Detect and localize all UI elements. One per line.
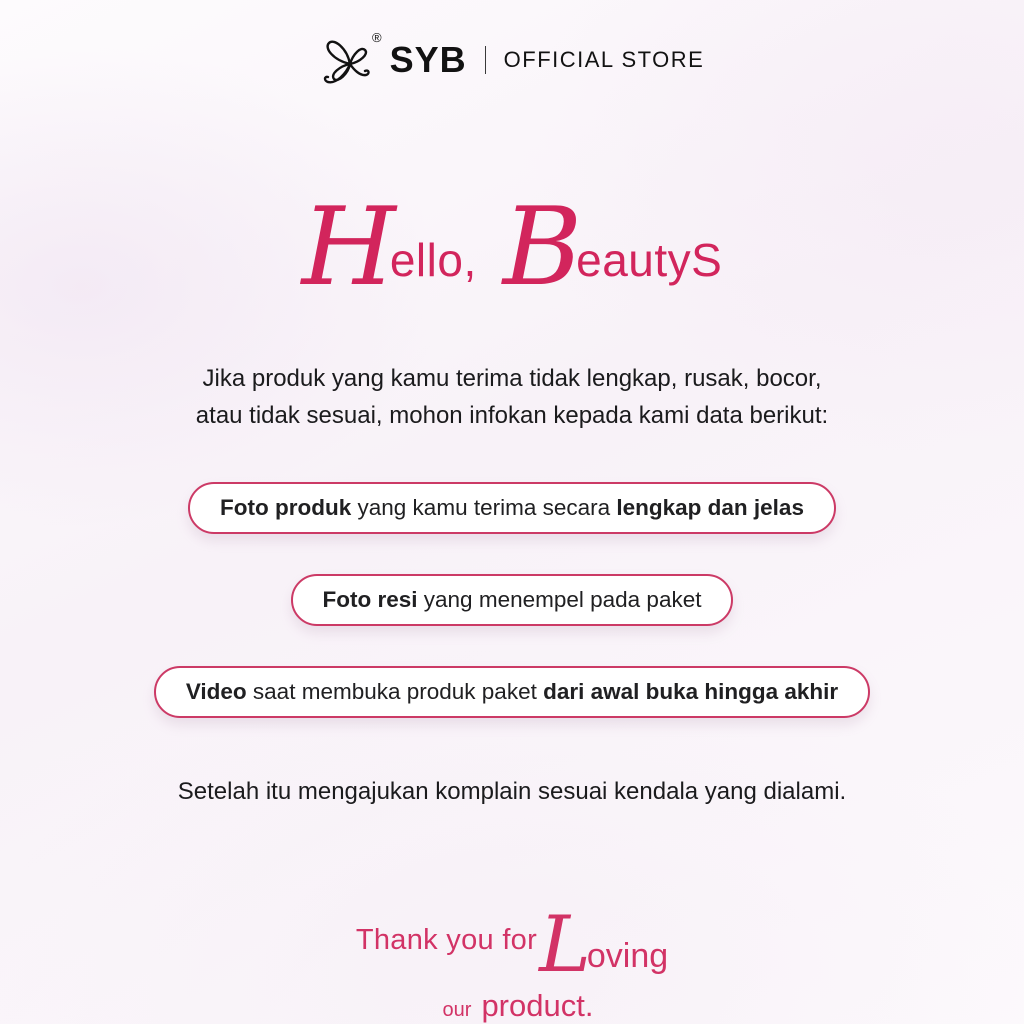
closing-small-word: our [442, 999, 472, 1021]
requirement-3-middle: saat membuka produk paket [246, 679, 544, 704]
outro-paragraph: Setelah itu mengajukan komplain sesuai kendala yang dialami. [177, 778, 847, 805]
greeting-heading [301, 185, 723, 310]
greeting-word2-rest: eautyS [576, 234, 723, 286]
intro-line-2: atau tidak sesuai, mohon infokan kepada kami data berikut: [195, 401, 829, 429]
requirement-3-bold-start: Video [185, 679, 247, 704]
requirement-3-bold-end: dari awal buka hingga akhir [543, 679, 839, 704]
requirement-2-middle: yang menempel pada paket [417, 587, 702, 612]
header-divider [485, 46, 486, 74]
requirement-1-bold-start: Foto produk [220, 495, 352, 520]
closing-line-2 [443, 988, 594, 1024]
closing-script-rest: oving [586, 937, 669, 975]
butterfly-icon [320, 34, 376, 86]
requirement-2-bold-start: Foto resi [322, 587, 418, 612]
requirement-foto-resi [291, 574, 734, 626]
brand-name: SYB [389, 39, 467, 80]
requirement-1-middle: yang kamu terima secara [351, 495, 617, 520]
closing-line-1 [355, 884, 669, 990]
closing-thanks-text: Thank you for [355, 924, 538, 956]
registered-trademark-symbol: ® [372, 30, 382, 45]
store-header [320, 30, 705, 86]
requirement-1-bold-end: lengkap dan jelas [616, 495, 804, 520]
requirement-video [154, 666, 870, 718]
requirements-list [154, 482, 870, 718]
closing-script-initial: L [539, 900, 587, 990]
intro-line-1: Jika produk yang kamu terima tidak lengkap, rusak, bocor, [202, 364, 822, 392]
requirement-foto-produk [188, 482, 836, 534]
greeting-initial-b: B [502, 185, 577, 310]
intro-paragraph [196, 360, 828, 434]
greeting-word1-rest: ello, [389, 234, 477, 286]
store-label: OFFICIAL STORE [503, 47, 705, 72]
closing-message [356, 884, 668, 1024]
brand-logo [320, 30, 382, 86]
closing-final-word: product. [481, 988, 594, 1023]
greeting-initial-h: H [301, 185, 390, 310]
